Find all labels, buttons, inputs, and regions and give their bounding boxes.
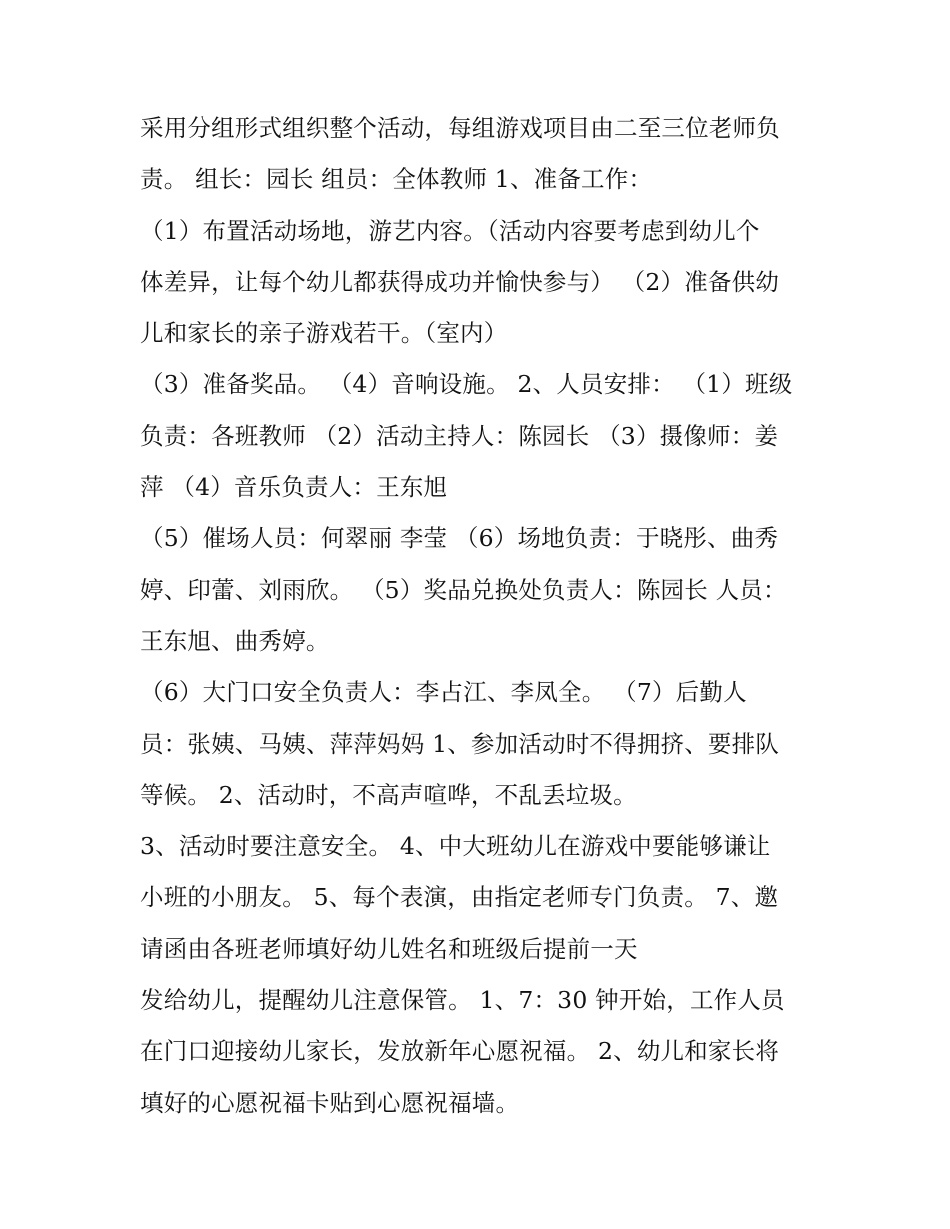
text-line: （5）催场人员：何翠丽 李莹 （6）场地负责：于晓彤、曲秀	[140, 524, 779, 553]
text-line: 责。 组长：园长 组员：全体教师 1、准备工作：	[140, 165, 653, 194]
document-body	[140, 103, 830, 1129]
text-line: 小班的小朋友。 5、每个表演，由指定老师专门负责。 7、邀	[140, 883, 779, 912]
text-line: 发给幼儿，提醒幼儿注意保管。 1、7：30 钟开始，工作人员	[140, 986, 785, 1015]
text-line: （3）准备奖品。 （4）音响设施。 2、人员安排： （1）班级	[140, 370, 793, 399]
text-line: 在门口迎接幼儿家长，发放新年心愿祝福。 2、幼儿和家长将	[140, 1037, 780, 1066]
text-line: 体差异，让每个幼儿都获得成功并愉快参与） （2）准备供幼	[140, 267, 780, 296]
text-line: 等候。 2、活动时，不高声喧哗，不乱丢垃圾。	[140, 780, 637, 809]
text-line: 员：张姨、马姨、萍萍妈妈 1、参加活动时不得拥挤、要排队	[140, 729, 780, 758]
text-line: 儿和家长的亲子游戏若干。（室内）	[140, 319, 508, 348]
text-line: 负责：各班教师 （2）活动主持人：陈园长 （3）摄像师：姜	[140, 421, 779, 450]
text-line: 3、活动时要注意安全。 4、中大班幼儿在游戏中要能够谦让	[140, 832, 771, 861]
text-line: 萍 （4）音乐负责人：王东旭	[140, 473, 448, 502]
text-line: 填好的心愿祝福卡贴到心愿祝福墙。	[140, 1088, 520, 1117]
text-line: 婷、印蕾、刘雨欣。 （5）奖品兑换处负责人：陈园长 人员：	[140, 575, 787, 604]
text-line: （1）布置活动场地，游艺内容。（活动内容要考虑到幼儿个	[140, 216, 760, 245]
text-line: 王东旭、曲秀婷。	[140, 626, 330, 655]
text-line: （6）大门口安全负责人：李占江、李凤全。 （7）后勤人	[140, 678, 747, 707]
text-line: 采用分组形式组织整个活动，每组游戏项目由二至三位老师负	[140, 114, 780, 142]
text-line: 请函由各班老师填好幼儿姓名和班级后提前一天	[140, 934, 638, 963]
